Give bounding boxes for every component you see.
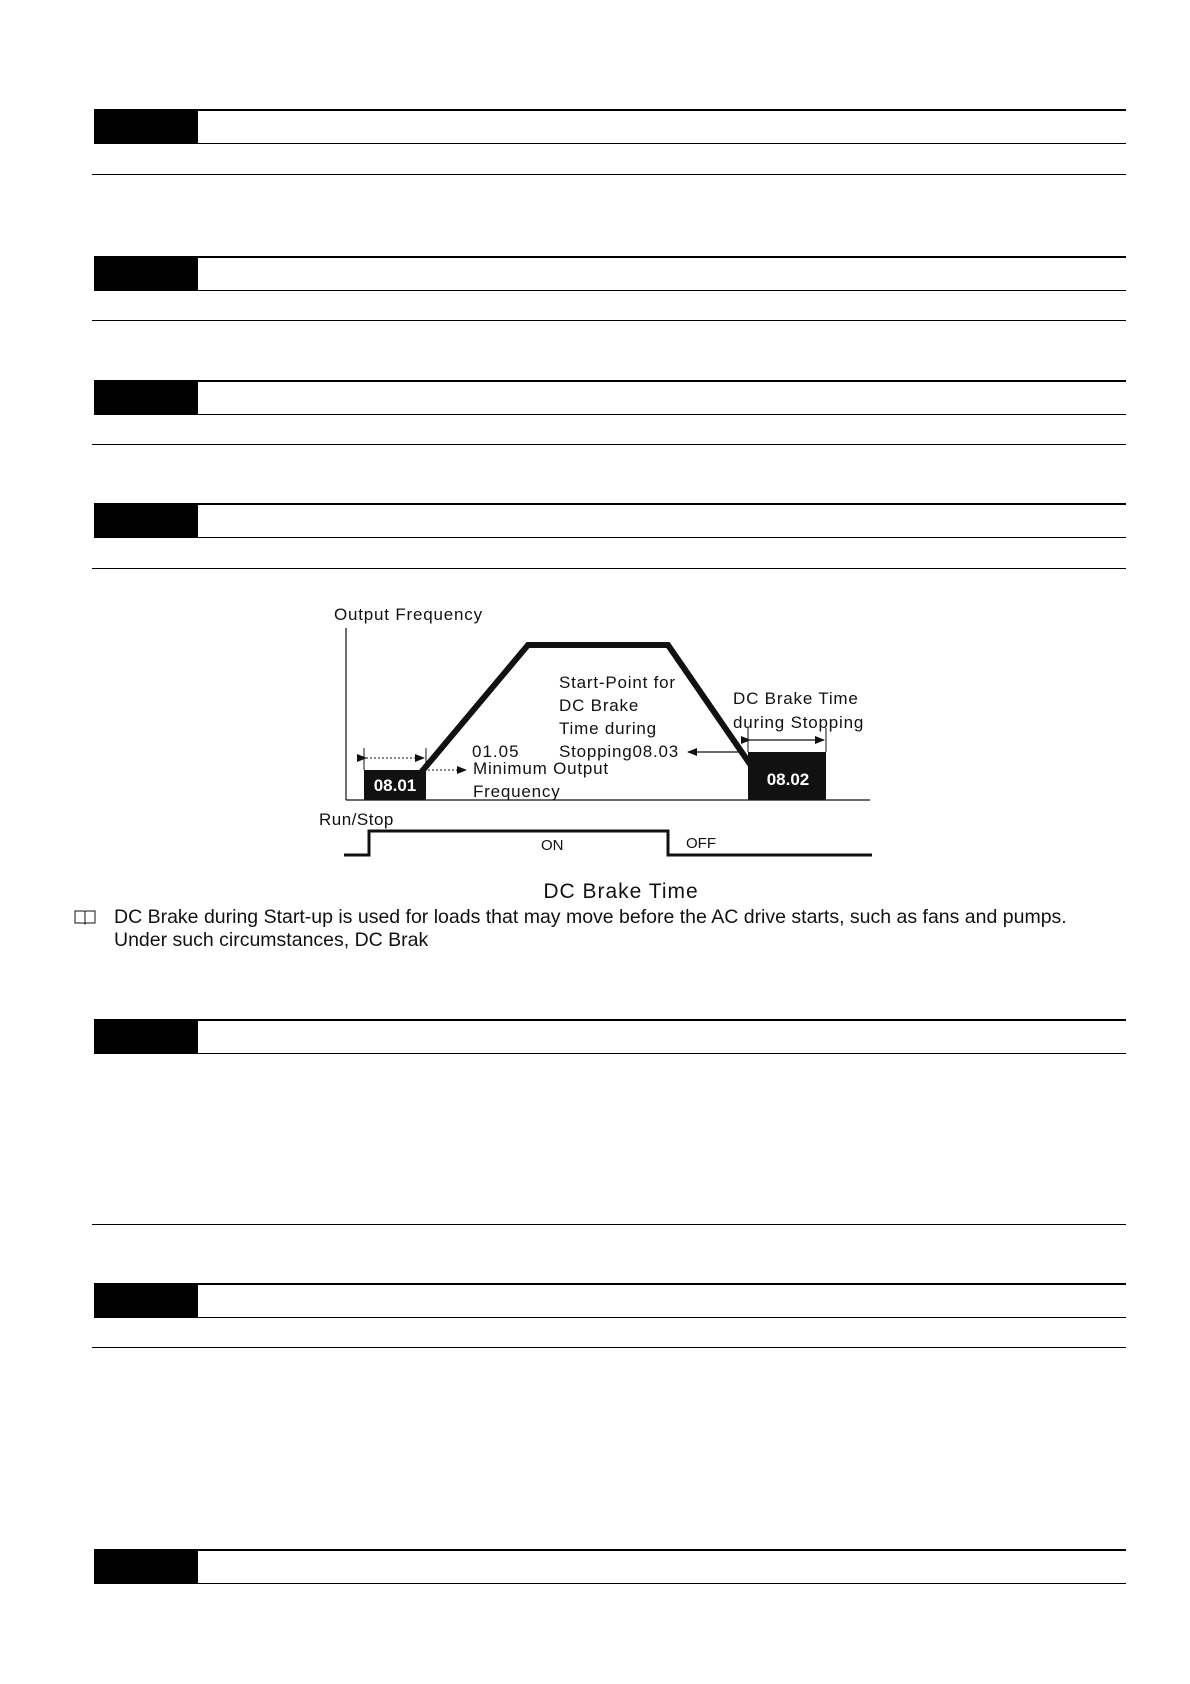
param-code-block <box>94 1551 198 1583</box>
param-code-block <box>94 1285 198 1317</box>
min-frequency-code: 01.05 <box>472 742 520 761</box>
divider-5 <box>92 1224 1126 1225</box>
param-header-5 <box>94 1019 1126 1054</box>
divider-6 <box>92 1347 1126 1348</box>
note-line-1: DC Brake during Start-up is used for loads that may move before the AC drive starts, such as fans and pumps. <box>114 906 1067 928</box>
start-point-label-3: Time during <box>559 719 657 738</box>
start-point-label-1: Start-Point for <box>559 673 676 692</box>
note-line-2: Under such circumstances, DC Brak <box>114 929 429 951</box>
start-point-label-4: Stopping08.03 <box>559 742 680 761</box>
min-frequency-label-1: Minimum Output <box>473 759 609 778</box>
stop-brake-time-label-2: during Stopping <box>733 713 865 732</box>
stop-brake-time-label-1: DC Brake Time <box>733 689 859 708</box>
run-stop-signal <box>344 831 872 855</box>
start-point-label-2: DC Brake <box>559 696 640 715</box>
min-frequency-label-2: Frequency <box>473 782 561 801</box>
on-label: ON <box>541 837 564 854</box>
book-icon <box>74 909 96 925</box>
param-header-7 <box>94 1549 1126 1584</box>
y-axis-label: Output Frequency <box>334 605 483 624</box>
run-stop-label: Run/Stop <box>319 810 394 829</box>
param-08-02-label: 08.02 <box>766 770 810 789</box>
figure-caption: DC Brake Time <box>543 880 699 903</box>
off-label: OFF <box>686 835 716 852</box>
param-08-01-label: 08.01 <box>373 776 417 795</box>
param-code-block <box>94 1021 198 1053</box>
param-header-6 <box>94 1283 1126 1318</box>
note-text <box>114 906 1124 952</box>
